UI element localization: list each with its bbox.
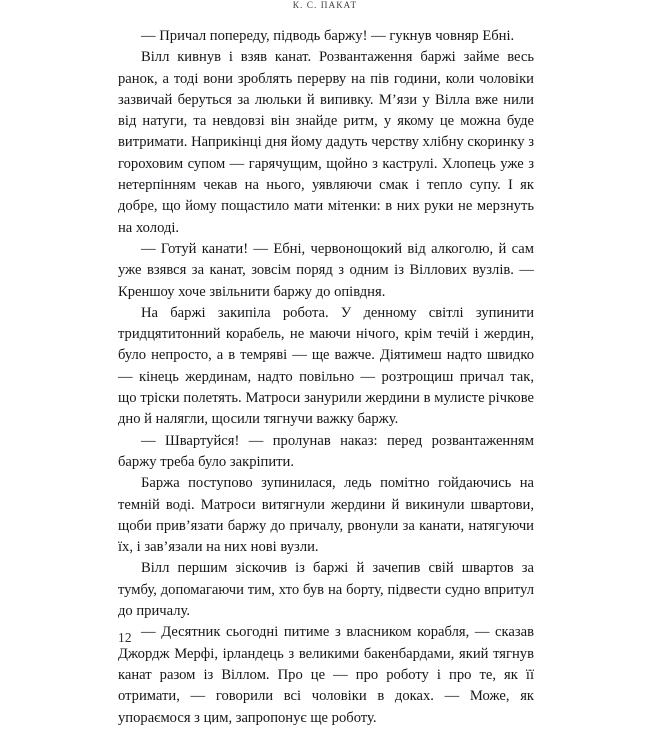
paragraph: Вілл кивнув і взяв канат. Розвантаження баржі займе весь ранок, а тоді вони зроблять перерву на пів години, коли чоловіки зазвичай беруться за люльки й випивку. М’язи у Вілла вже нили від натуги, та невдовзі він знайде ритм, у якому це можна буде витримати. Наприкінці дня йому дадуть черству хлібну скоринку з гороховим супом — гарячущим, щойно з каструлі. Хлопець уже з нетерпінням чекав на нього, уявляючи смак і тепло супу. І як добре, що йому пощастило мати мітенки: в них руки не мерзнуть на холоді. <box>118 49 534 236</box>
paragraph: — Швартуйся! — пролунав наказ: перед розвантаженням баржу треба було закріпити. <box>118 432 534 470</box>
paragraph: На баржі закипіла робота. У денному світлі зупинити тридцятитонний корабель, не маючи нічого, крім течій і жердин, було непросто, а в темряві — ще важче. Діятимеш надто швидко — кінець жердинам, надто повільно — розтрощиш причал так, що тріски полетять. Матроси занурили жердини в мулисте річкове дно й налягли, щосили тягнучи важку баржу. <box>118 304 534 428</box>
body-text-block <box>118 26 534 729</box>
paragraph: — Готуй канати! — Ебні, червонощокий від алкоголю, й сам уже взявся за канат, зовсім поряд з одним із Віллових вузлів. — Креншоу хоче звільнити баржу до опівдня. <box>118 240 534 300</box>
paragraph: — Десятник сьогодні питиме з власником корабля, — сказав Джордж Мерфі, ірландець з великими бакенбардами, який тягнув канат разом із Віллом. Про це — про роботу і про те, як її отримати, — говорили всі чоловіки в доках. — Може, як упораємося з цим, запропонує ще роботу. <box>118 624 534 726</box>
paragraph: Вілл першим зіскочив із баржі й зачепив свій швартов за тумбу, допомагаючи тим, хто був на борту, підвести судно впритул до причалу. <box>118 560 534 620</box>
running-head: К. С. ПАКАТ <box>292 1 358 11</box>
page-number: 12 <box>118 630 132 645</box>
paragraph: Баржа поступово зупинилася, ледь помітно гойдаючись на темній воді. Матроси витягнули жердини й викинули швартови, щоби прив’язати баржу до причалу, рвонули за канати, натягуючи їх, і зав’язали на них нові вузли. <box>118 475 534 556</box>
paragraph: — Причал попереду, підводь баржу! — гукнув човняр Ебні. <box>141 28 515 44</box>
